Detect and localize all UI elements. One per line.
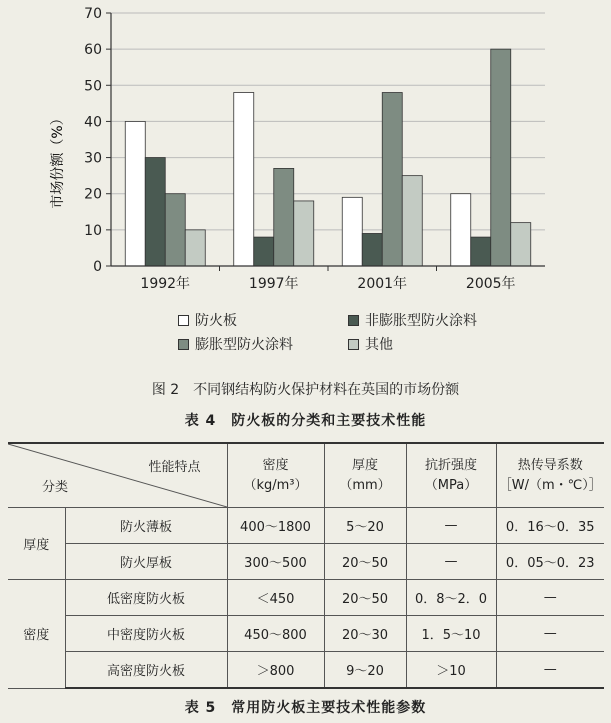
cell-conductivity: — [496, 616, 604, 652]
legend-swatch [178, 339, 189, 350]
cell-density: ＞800 [227, 652, 324, 689]
cell-thickness: 5～20 [324, 508, 406, 544]
y-tick-label: 30 [84, 150, 102, 167]
table-row [8, 580, 604, 616]
cell-density: 300～500 [227, 544, 324, 580]
bar [402, 176, 422, 266]
bar [451, 194, 471, 266]
table-row [8, 652, 604, 689]
y-tick-label: 50 [84, 78, 102, 95]
cell-thickness: 9～20 [324, 652, 406, 689]
bar [362, 233, 382, 266]
bar [471, 237, 491, 266]
cell-strength: 1．5～10 [406, 616, 496, 652]
bar [382, 93, 402, 266]
x-tick-label: 2001年 [357, 276, 408, 292]
bar [234, 93, 254, 266]
y-tick-label: 40 [84, 114, 102, 131]
row-name: 中密度防火板 [65, 616, 227, 652]
cell-conductivity: — [496, 580, 604, 616]
legend-label: 其他 [365, 337, 393, 353]
table-row [8, 616, 604, 652]
header-density [227, 443, 324, 508]
cell-density: ＜450 [227, 580, 324, 616]
bar [294, 201, 314, 266]
x-tick-label: 1992年 [140, 276, 191, 292]
cell-strength: — [406, 544, 496, 580]
header-conductivity [496, 443, 604, 508]
table-row [8, 544, 604, 580]
cell-conductivity: 0．16～0．35 [496, 508, 604, 544]
legend-label: 防火板 [195, 313, 237, 329]
legend-label: 非膨胀型防火涂料 [365, 313, 477, 329]
legend-label: 膨胀型防火涂料 [195, 337, 293, 353]
row-name: 高密度防火板 [65, 652, 227, 689]
bar [254, 237, 274, 266]
bar [185, 230, 205, 266]
cell-strength: — [406, 508, 496, 544]
header-strength-unit: （MPa） [424, 477, 478, 493]
figure-caption: 图 2 不同钢结构防火保护材料在英国的市场份额 [151, 382, 460, 398]
header-strength-name: 抗折强度 [424, 457, 477, 473]
row-name: 低密度防火板 [65, 580, 227, 616]
table5-title: 表 5 常用防火板主要技术性能参数 [184, 700, 427, 716]
corner-bottom-label: 分类 [42, 480, 69, 495]
legend-item-other [348, 334, 518, 354]
table-corner-cell [8, 443, 227, 508]
chart-legend [178, 308, 538, 356]
y-tick-label: 0 [93, 259, 102, 275]
fireboard-spec-table [8, 442, 604, 689]
y-tick-label: 20 [84, 186, 102, 203]
cell-thickness: 20～50 [324, 544, 406, 580]
group-label-density: 密度 [8, 580, 65, 689]
legend-item-fireboard [178, 310, 348, 330]
table4-title: 表 4 防火板的分类和主要技术性能 [184, 413, 427, 429]
legend-swatch [178, 315, 189, 326]
row-name: 防火薄板 [65, 508, 227, 544]
header-density-unit: （kg/m³） [243, 477, 308, 493]
cell-density: 450～800 [227, 616, 324, 652]
diagonal-line [8, 444, 227, 507]
row-name: 防火厚板 [65, 544, 227, 580]
bar [342, 197, 362, 266]
x-tick-label: 1997年 [248, 276, 299, 292]
cell-conductivity: — [496, 652, 604, 689]
legend-item-intumescent [178, 334, 348, 354]
header-density-name: 密度 [262, 457, 289, 473]
header-thickness-unit: （mm） [339, 477, 391, 493]
cell-density: 400～1800 [227, 508, 324, 544]
header-conductivity-unit: ［W/（m・℃）］ [498, 477, 602, 493]
bar [274, 168, 294, 266]
legend-swatch [348, 339, 359, 350]
legend-item-non-intumescent [348, 310, 518, 330]
header-conductivity-name: 热传导系数 [517, 457, 583, 473]
header-strength [406, 443, 496, 508]
bar-chart [0, 0, 611, 300]
cell-strength: 0．8～2．0 [406, 580, 496, 616]
cell-conductivity: 0．05～0．23 [496, 544, 604, 580]
cell-thickness: 20～30 [324, 616, 406, 652]
y-tick-label: 60 [84, 42, 102, 59]
header-thickness-name: 厚度 [351, 457, 378, 473]
table-row [8, 508, 604, 544]
bar [125, 121, 145, 266]
y-tick-label: 10 [84, 222, 102, 239]
y-tick-label: 70 [84, 6, 102, 22]
legend-swatch [348, 315, 359, 326]
bar [491, 49, 511, 266]
corner-top-label: 性能特点 [148, 460, 201, 475]
header-thickness [324, 443, 406, 508]
bar [511, 223, 531, 266]
bar [165, 194, 185, 266]
y-axis-label: 市场份额（%） [50, 111, 66, 209]
group-label-thickness: 厚度 [8, 508, 65, 580]
cell-strength: ＞10 [406, 652, 496, 689]
bar [145, 158, 165, 266]
table-header-row [8, 443, 604, 508]
x-tick-label: 2005年 [465, 276, 516, 292]
cell-thickness: 20～50 [324, 580, 406, 616]
